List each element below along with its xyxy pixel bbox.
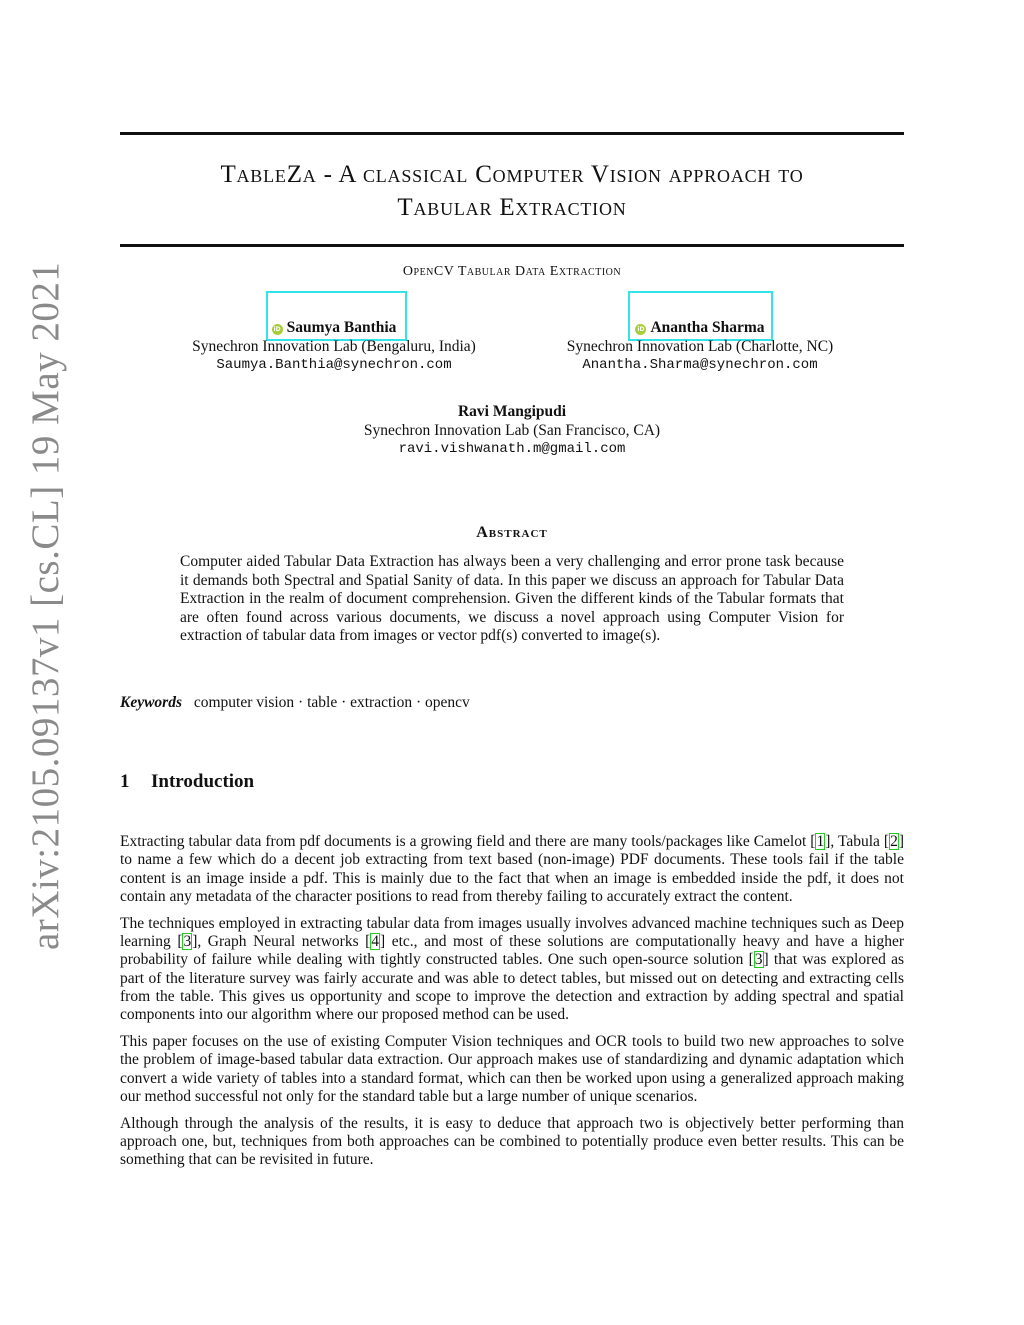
- text-run: ], Graph Neural networks [: [192, 932, 371, 950]
- author-affiliation: Synechron Innovation Lab (San Francisco, CA): [363, 422, 661, 439]
- text-run: The techniques employed in extracting tabular data from images usually involves advanced machine techniques such as Deep learning [: [120, 914, 904, 950]
- citation-link[interactable]: 2: [890, 833, 898, 850]
- author-block-2: [528, 318, 872, 375]
- citation-link[interactable]: 3: [183, 932, 192, 950]
- abstract-heading: Abstract: [476, 524, 548, 541]
- title-line-1: TableZa - A classical Computer Vision approach to: [220, 161, 804, 188]
- paragraph-1: [120, 833, 904, 906]
- author-affiliation: Synechron Innovation Lab (Charlotte, NC): [566, 338, 834, 355]
- section-number: 1: [120, 771, 130, 792]
- author-block-1: [160, 318, 508, 375]
- author-email[interactable]: ravi.vishwanath.m@gmail.com: [398, 441, 626, 457]
- citation-link[interactable]: 3: [754, 951, 763, 969]
- paragraph-3: This paper focuses on the use of existing Computer Vision techniques and OCR tools to build two new approaches to solve the problem of image-based tabular data extraction. Our approach makes use of standardizing and dynamic adaptation which convert a wide variety of tables into a standard format, which can then be worked upon using a generalized approach making our method successful not only for the standard table but a large number of unique scenarios.: [120, 1032, 904, 1105]
- section-heading-introduction: [120, 771, 254, 793]
- title-top-rule: [120, 132, 904, 135]
- author-block-3: [312, 402, 712, 459]
- title-bottom-rule: [120, 244, 904, 247]
- keywords-label: Keywords: [120, 694, 182, 711]
- author-name-text: Anantha Sharma: [650, 319, 765, 336]
- title-line-2: Tabular Extraction: [397, 194, 627, 221]
- section-title: Introduction: [151, 771, 255, 792]
- orcid-icon[interactable]: iD: [273, 326, 281, 333]
- text-run: ] that was explored as part of the literature survey was fairly accurate and was able to detect tables, but missed out on detecting and extracting cells from the table. This gives us opportunity and scope to improve the detection and extraction by adding spectral and spatial components into our algorithm where our proposed method can be used.: [120, 951, 905, 1024]
- keywords-text: computer vision · table · extraction · opencv: [193, 694, 470, 711]
- author-name: Ravi Mangipudi: [457, 403, 567, 420]
- keywords-line: [120, 694, 904, 712]
- author-affiliation: Synechron Innovation Lab (Bengaluru, India): [192, 338, 476, 355]
- citation-link[interactable]: 1: [816, 833, 825, 850]
- author-email[interactable]: Anantha.Sharma@synechron.com: [582, 357, 818, 373]
- orcid-icon[interactable]: iD: [637, 326, 645, 333]
- paper-title: [120, 158, 904, 224]
- text-run: ], Tabula [: [825, 833, 890, 850]
- introduction-body: [120, 833, 904, 1178]
- author-name[interactable]: [635, 318, 764, 337]
- arxiv-side-stamp: arXiv:2105.09137v1 [cs.CL] 19 May 2021: [24, 261, 67, 950]
- author-email[interactable]: Saumya.Banthia@synechron.com: [216, 357, 452, 373]
- paper-subtitle: OpenCV Tabular Data Extraction: [402, 264, 622, 279]
- paragraph-2: [120, 915, 904, 1025]
- author-name-text: Saumya Banthia: [286, 319, 397, 336]
- author-name[interactable]: [272, 318, 397, 337]
- abstract-text: Computer aided Tabular Data Extraction has always been a very challenging and error prone task because it demands both Spectral and Spatial Sanity of data. In this paper we discuss an approach for Tabular Data Extraction in the realm of document comprehension. Given the different kinds of the Tabular formats that are often found across various documents, we discuss a novel approach using Computer Vision for extraction of tabular data from images or vector pdf(s) converted to image(s).: [180, 553, 844, 644]
- text-run: ] etc., and most of these solutions are computationally heavy and have a higher probability of failure while dealing with tightly constructed tables. One such open-source solution [: [120, 932, 904, 969]
- citation-link[interactable]: 4: [371, 932, 380, 950]
- paragraph-4: Although through the analysis of the results, it is easy to deduce that approach two is objectively better performing than approach one, but, techniques from both approaches can be combined to potentially produce even better results. This can be something that can be revisited in future.: [120, 1114, 904, 1169]
- text-run: Extracting tabular data from pdf documents is a growing field and there are many tools/packages like Camelot [: [120, 833, 816, 850]
- text-run: ] to name a few which do a decent job extracting from text based (non-image) PDF documents. These tools fail if the table content is an image inside a pdf. This is mainly due to the fact that when an image is embedded inside the pdf, it does not contain any metadata of the character positions to read from thereby failing to accurately extract the content.: [120, 833, 904, 905]
